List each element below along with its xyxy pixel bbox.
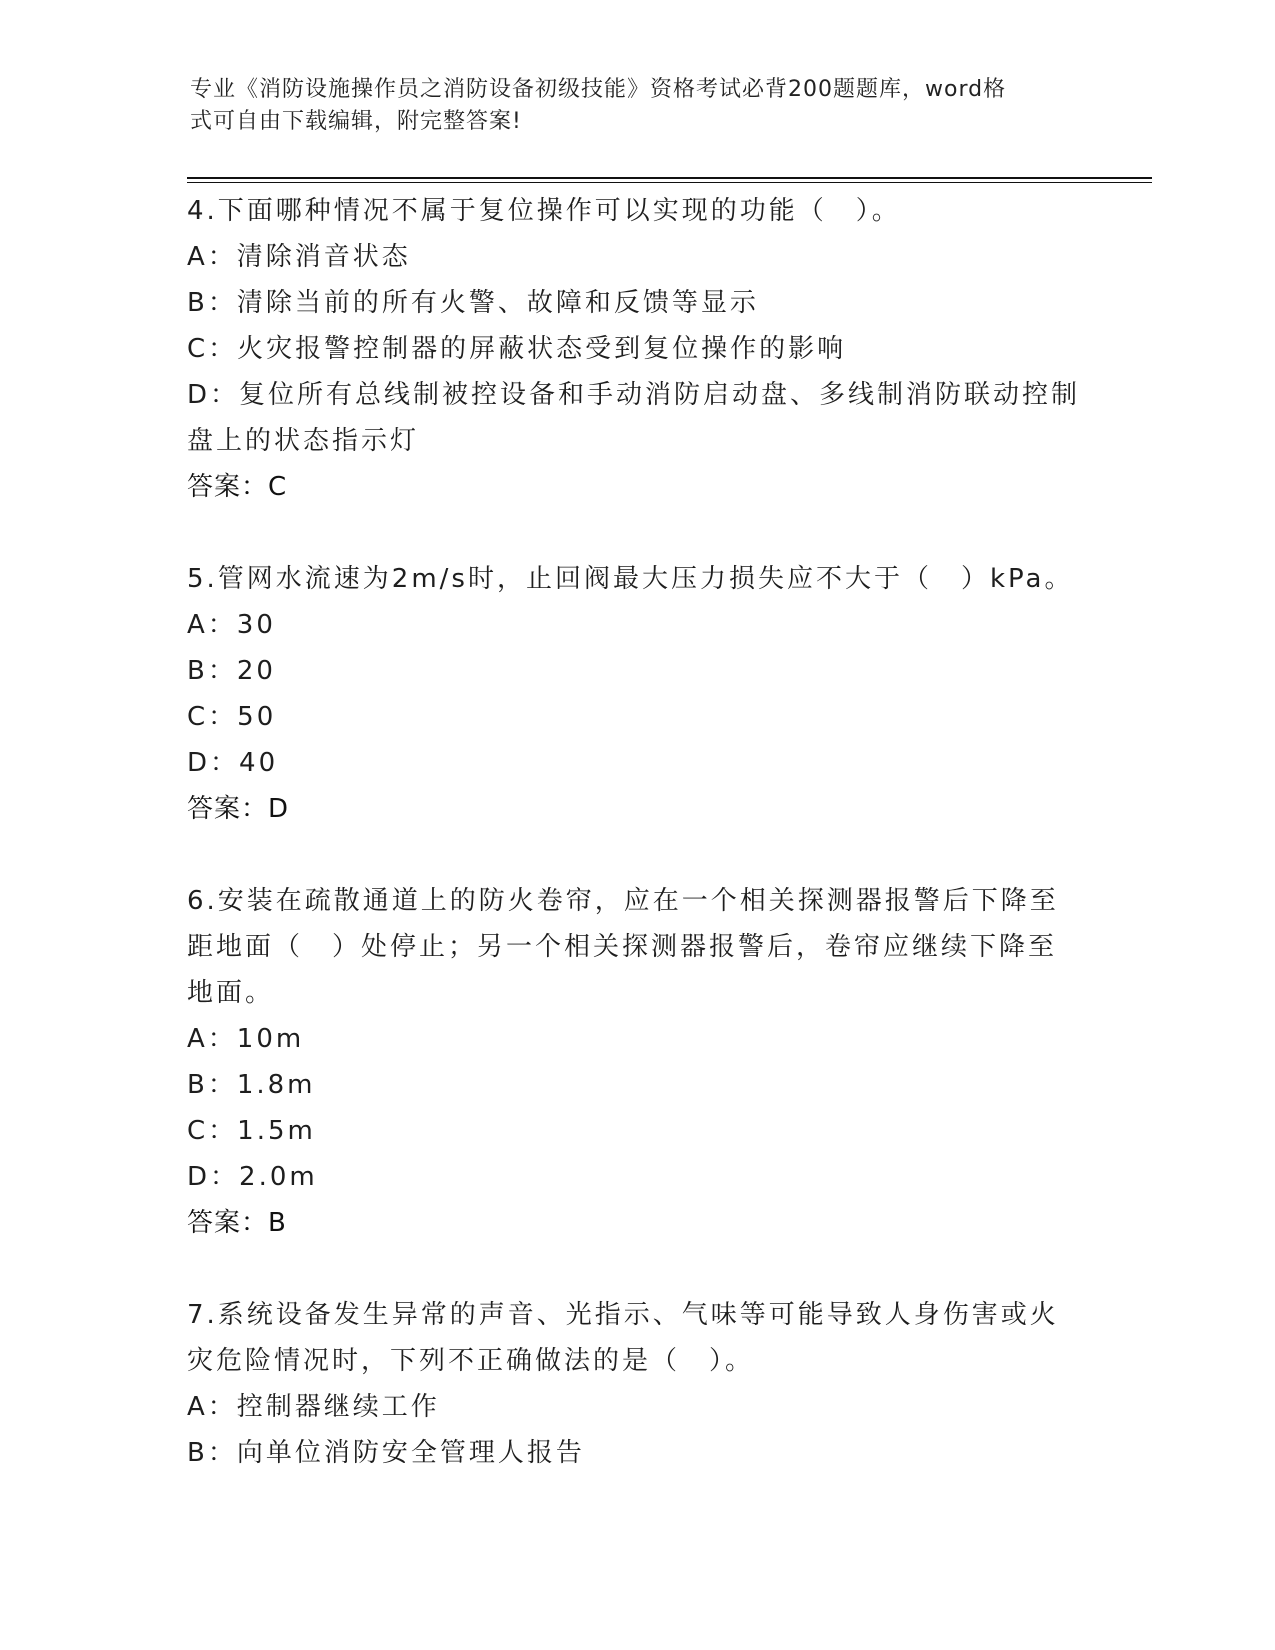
question-spacer — [187, 510, 1087, 556]
answer-label: 答案：B — [187, 1208, 287, 1238]
option-a: A：清除消音状态 — [187, 242, 411, 272]
answer-label: 答案：D — [187, 794, 290, 824]
header-line-1: 专业《消防设施操作员之消防设备初级技能》资格考试必背200题题库，word格 — [190, 77, 1007, 102]
question-stem: 6.安装在疏散通道上的防火卷帘，应在一个相关探测器报警后下降至 — [187, 886, 1059, 916]
header-divider-thin — [187, 182, 1152, 183]
option-d: D：2.0m — [187, 1162, 318, 1192]
question-stem: 5.管网水流速为2m/s时，止回阀最大压力损失应不大于（ ）kPa。 — [187, 564, 1074, 594]
document-header — [190, 74, 1070, 138]
option-b: B：清除当前的所有火警、故障和反馈等显示 — [187, 288, 759, 318]
question-stem-continued: 地面。 — [187, 978, 275, 1008]
question-4 — [187, 188, 1087, 510]
option-b: B：20 — [187, 656, 276, 686]
question-6 — [187, 878, 1087, 1246]
header-line-2: 式可自由下载编辑，附完整答案! — [190, 109, 522, 134]
question-5 — [187, 556, 1087, 832]
option-b: B：向单位消防安全管理人报告 — [187, 1438, 585, 1468]
option-b: B：1.8m — [187, 1070, 316, 1100]
option-a: A：控制器继续工作 — [187, 1392, 440, 1422]
option-d: D：40 — [187, 748, 279, 778]
option-c: C：50 — [187, 702, 277, 732]
option-d-continued: 盘上的状态指示灯 — [187, 426, 420, 456]
question-stem: 7.系统设备发生异常的声音、光指示、气味等可能导致人身伤害或火 — [187, 1300, 1059, 1330]
option-a: A：30 — [187, 610, 276, 640]
question-stem: 4.下面哪种情况不属于复位操作可以实现的功能（ ）。 — [187, 196, 901, 226]
option-c: C：火灾报警控制器的屏蔽状态受到复位操作的影响 — [187, 334, 847, 364]
question-stem-continued: 距地面（ ）处停止；另一个相关探测器报警后，卷帘应继续下降至 — [187, 932, 1058, 962]
question-spacer — [187, 1246, 1087, 1292]
answer-label: 答案：C — [187, 472, 288, 502]
question-7 — [187, 1292, 1087, 1476]
question-list — [187, 188, 1087, 1476]
option-a: A：10m — [187, 1024, 305, 1054]
question-stem-continued: 灾危险情况时，下列不正确做法的是（ ）。 — [187, 1346, 755, 1376]
header-divider-thick — [187, 177, 1152, 179]
option-d: D：复位所有总线制被控设备和手动消防启动盘、多线制消防联动控制 — [187, 380, 1081, 410]
question-spacer — [187, 832, 1087, 878]
option-c: C：1.5m — [187, 1116, 316, 1146]
